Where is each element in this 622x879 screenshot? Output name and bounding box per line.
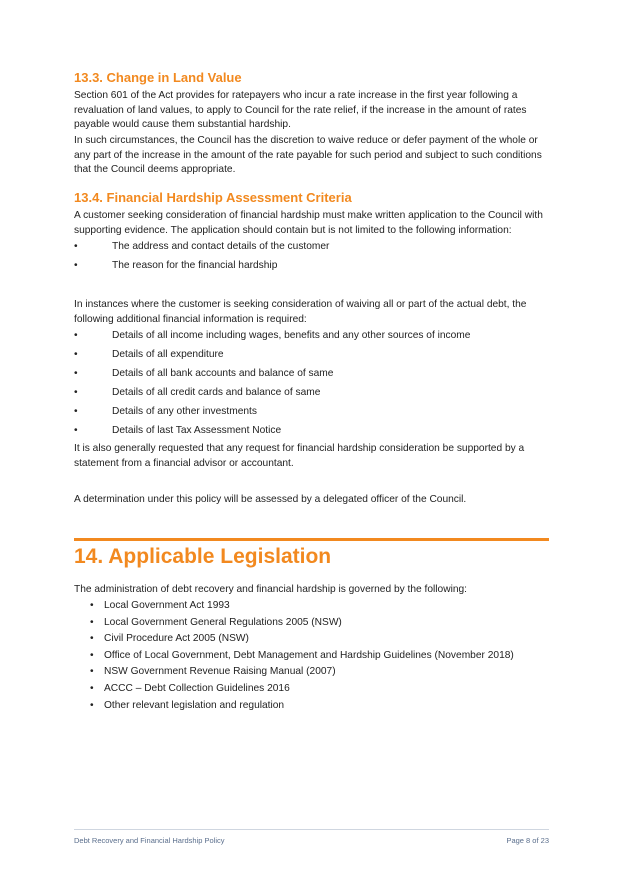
bullet-icon: • — [74, 406, 78, 417]
list-item: • Office of Local Government, Debt Management and Hardship Guidelines (November 2018) — [74, 648, 514, 665]
bullet-icon: • — [74, 425, 78, 436]
bullet-icon: • — [90, 616, 94, 628]
bullet-icon: • — [90, 633, 94, 645]
section-13-4-advisor-para: It is also generally requested that any request for financial hardship consideration be supported by a statement from a financial advisor or accountant. — [74, 443, 525, 469]
financial-info-list — [74, 326, 470, 440]
section-13-4-heading: 13.4. Financial Hardship Assessment Criteria — [74, 190, 352, 205]
footer-page-number: Page 8 of 23 — [506, 836, 549, 845]
bullet-icon: • — [74, 260, 78, 271]
section-13-4-determination: A determination under this policy will be assessed by a delegated officer of the Council. — [74, 494, 467, 505]
bullet-icon: • — [90, 699, 94, 711]
bullet-icon: • — [90, 649, 94, 661]
list-item: • Local Government Act 1993 — [74, 598, 514, 615]
bullet-icon: • — [74, 387, 78, 398]
bullet-icon: • — [74, 241, 78, 252]
section-13-4-intro: A customer seeking consideration of financial hardship must make written application to the Council with supporting evidence. The application should contain but is not limited to the following information: — [74, 210, 543, 236]
section-13-4-waive-para: In instances where the customer is seeking consideration of waiving all or part of the actual debt, the following additional financial information is required: — [74, 299, 527, 325]
section-divider — [74, 538, 549, 541]
bullet-icon: • — [90, 682, 94, 694]
list-item: • Details of all income including wages, benefits and any other sources of income — [74, 326, 470, 345]
application-info-list — [74, 237, 329, 275]
list-item: • Details of last Tax Assessment Notice — [74, 421, 470, 440]
list-item: • The address and contact details of the customer — [74, 237, 329, 256]
section-13-3-heading: 13.3. Change in Land Value — [74, 70, 242, 85]
list-item: • Civil Procedure Act 2005 (NSW) — [74, 631, 514, 648]
section-13-3-para-1: Section 601 of the Act provides for ratepayers who incur a rate increase in the first year following a revaluation of land values, to apply to Council for the rate relief, if the increase in the amount of rates payable would cause them substantial hardship. — [74, 90, 527, 130]
list-item: • Details of all bank accounts and balance of same — [74, 364, 470, 383]
bullet-icon: • — [74, 368, 78, 379]
bullet-icon: • — [90, 600, 94, 611]
list-item: • Details of any other investments — [74, 402, 470, 421]
list-item: • The reason for the financial hardship — [74, 256, 329, 275]
list-item: • ACCC – Debt Collection Guidelines 2016 — [74, 681, 514, 698]
list-item: • Other relevant legislation and regulation — [74, 698, 514, 715]
list-item: • Local Government General Regulations 2005 (NSW) — [74, 615, 514, 632]
bullet-icon: • — [90, 666, 94, 678]
section-14-heading: 14. Applicable Legislation — [74, 545, 332, 568]
list-item: • Details of all credit cards and balance of same — [74, 383, 470, 402]
list-item: • NSW Government Revenue Raising Manual (2007) — [74, 664, 514, 681]
legislation-list — [74, 598, 514, 714]
section-13-3-para-2: In such circumstances, the Council has the discretion to waive reduce or defer payment of the whole or any part of the increase in the amount of the rate payable for such period and subject to such conditions that the Council deems appropriate. — [74, 135, 542, 175]
section-14-intro: The administration of debt recovery and financial hardship is governed by the following: — [74, 584, 468, 595]
bullet-icon: • — [74, 349, 78, 360]
list-item: • Details of all expenditure — [74, 345, 470, 364]
bullet-icon: • — [74, 330, 78, 341]
footer-title: Debt Recovery and Financial Hardship Policy — [74, 836, 225, 845]
footer-divider — [74, 829, 549, 830]
